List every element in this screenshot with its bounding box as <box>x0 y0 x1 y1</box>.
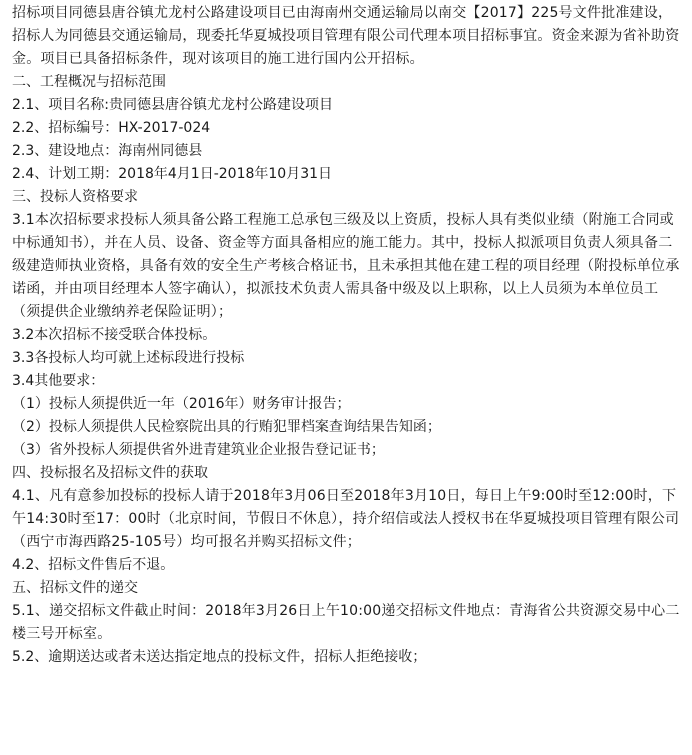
item-4-2: 4.2、招标文件售后不退。 <box>12 557 175 573</box>
intro-paragraph: 招标项目同德县唐谷镇尤龙村公路建设项目已由海南州交通运输局以南交【2017】225号文件批准建设，招标人为同德县交通运输局，现委托华夏城投项目管理有限公司代理本项目招标事宜。资金来源为省补助资金。项目已具备招标条件，现对该项目的施工进行国内公开招标。 <box>12 5 680 67</box>
item-3-2: 3.2本次招标不接受联合体投标。 <box>12 327 217 343</box>
item-3-3: 3.3各投标人均可就上述标段进行投标 <box>12 350 245 366</box>
item-3-4: 3.4其他要求： <box>12 373 105 389</box>
section-2-heading: 二、工程概况与招标范围 <box>12 74 166 90</box>
item-2-4: 2.4、计划工期：2018年4月1日-2018年10月31日 <box>12 166 333 182</box>
section-4-heading: 四、投标报名及招标文件的获取 <box>12 465 208 481</box>
item-2-2: 2.2、招标编号：HX-2017-024 <box>12 120 211 136</box>
item-3-4-1: （1）投标人须提供近一年（2016年）财务审计报告； <box>12 396 351 412</box>
item-2-1: 2.1、项目名称:贵同德县唐谷镇尤龙村公路建设项目 <box>12 97 333 113</box>
item-5-1: 5.1、递交招标文件截止时间：2018年3月26日上午10:00递交招标文件地点：青海省公共资源交易中心二楼三号开标室。 <box>12 603 680 642</box>
item-3-4-3: （3）省外投标人须提供省外进青建筑业企业报告登记证书； <box>12 442 385 458</box>
item-3-1: 3.1本次招标要求投标人须具备公路工程施工总承包三级及以上资质，投标人具有类似业绩（附施工合同或中标通知书），并在人员、设备、资金等方面具备相应的施工能力。其中，投标人拟派项目负责人须具备二级建造师执业资格，具备有效的安全生产考核合格证书，且未承担其他在建工程的项目经理（附投标单位承诺函，并由项目经理本人签字确认），拟派技术负责人需具备中级及以上职称，以上人员须为本单位员工（须提供企业缴纳养老保险证明）； <box>12 212 680 320</box>
section-3-heading: 三、投标人资格要求 <box>12 189 138 205</box>
item-5-2: 5.2、逾期送达或者未送达指定地点的投标文件，招标人拒绝接收； <box>12 649 427 665</box>
section-5-heading: 五、招标文件的递交 <box>12 580 138 596</box>
item-3-4-2: （2）投标人须提供人民检察院出具的行贿犯罪档案查询结果告知函； <box>12 419 441 435</box>
item-4-1: 4.1、凡有意参加投标的投标人请于2018年3月06日至2018年3月10日，每日上午9:00时至12:00时，下午14:30时至17：00时（北京时间，节假日不休息），持介绍信或法人授权书在华夏城投项目管理有限公司（西宁市海西路25-105号）均可报名并购买招标文件； <box>12 488 680 550</box>
item-2-3: 2.3、建设地点：海南州同德县 <box>12 143 203 159</box>
